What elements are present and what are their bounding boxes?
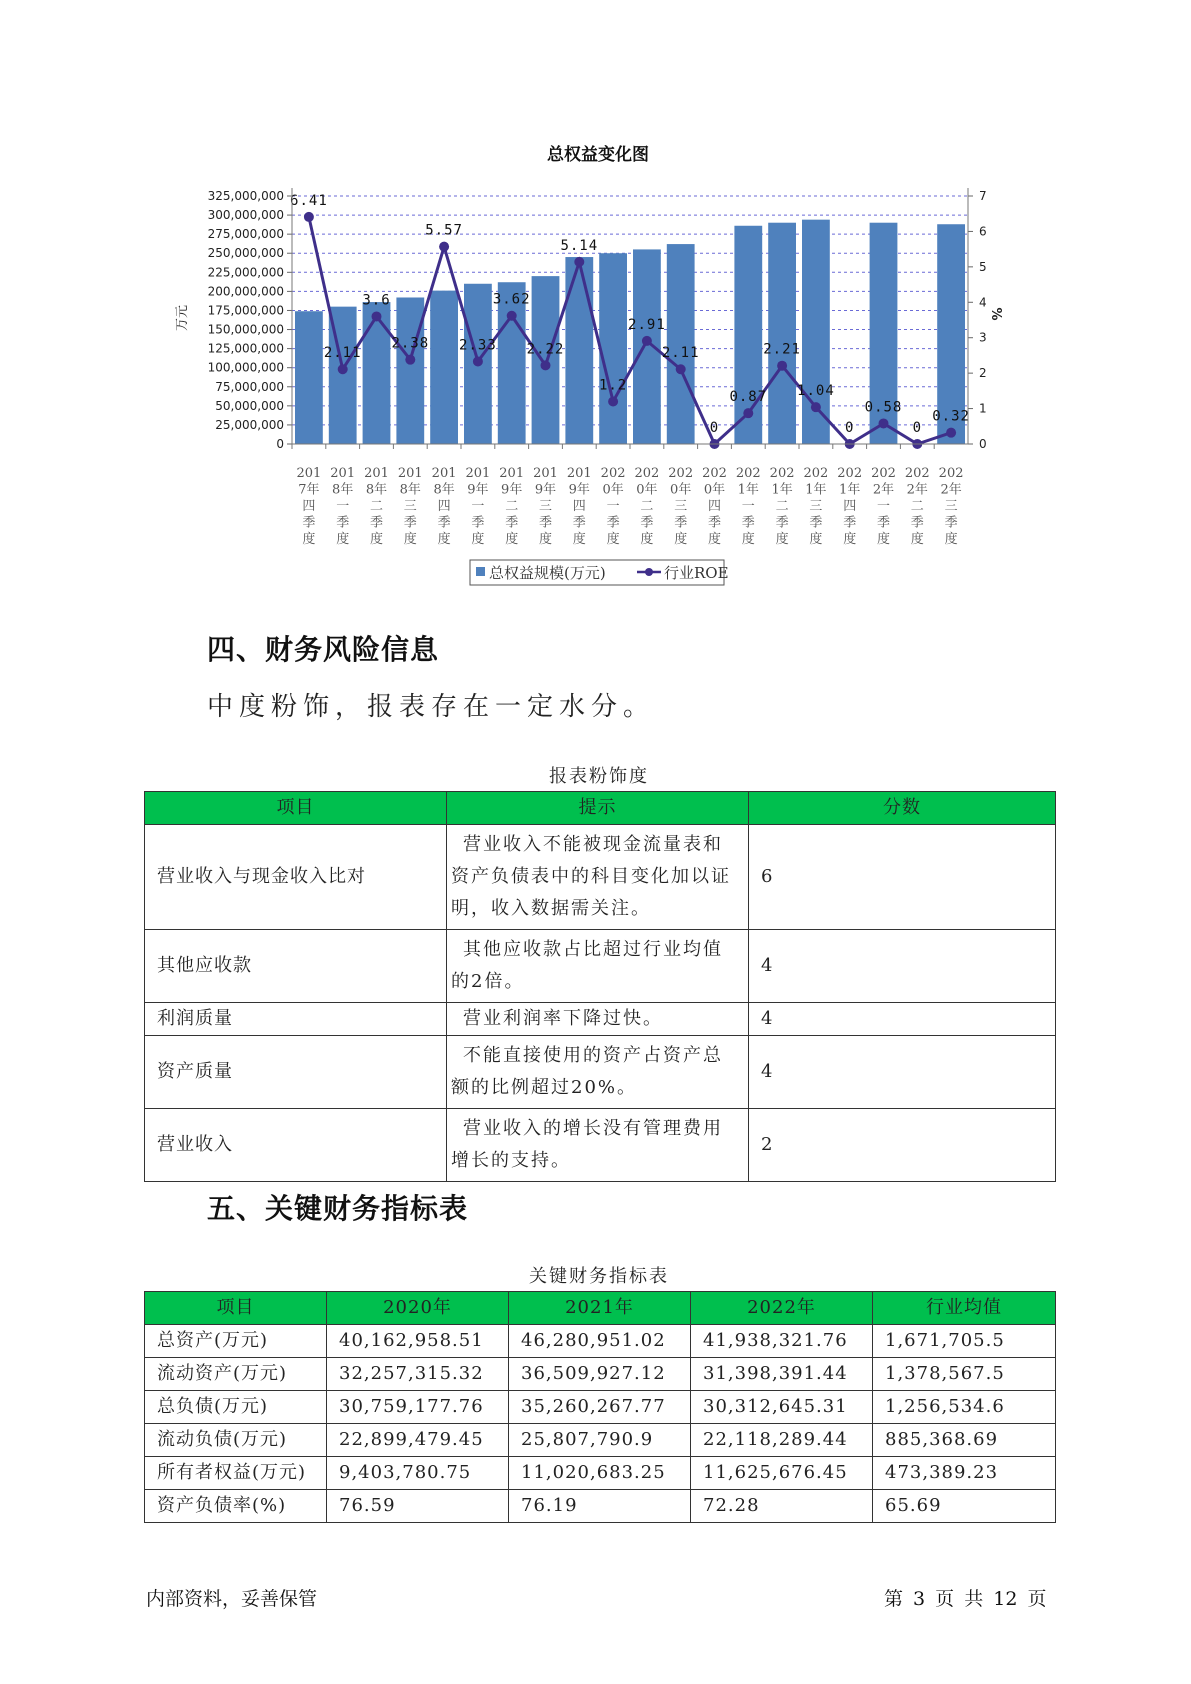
row-hint: 其他应收款占比超过行业均值的2倍。 (447, 930, 749, 1003)
x-tick-label: 二 (910, 499, 924, 514)
x-tick-label: 季 (336, 515, 350, 531)
x-tick-label: 四 (843, 499, 857, 514)
x-tick-label: 0年 (703, 482, 726, 498)
metric-value: 40,162,958.51 (327, 1325, 509, 1358)
line-series (290, 193, 970, 449)
equity-bar (768, 223, 796, 444)
x-tick-label: 8年 (433, 482, 455, 498)
table-row (145, 1490, 1056, 1523)
roe-data-label: 2.33 (459, 337, 497, 354)
roe-point (743, 408, 753, 418)
row-score: 2 (749, 1109, 1056, 1182)
x-tick-label: 三 (674, 499, 688, 514)
key-metrics-caption: 关键财务指标表 (529, 1266, 669, 1287)
x-tick-label: 度 (640, 532, 654, 547)
roe-data-label: 2.38 (391, 335, 430, 352)
x-tick-label: 季 (369, 515, 384, 531)
x-tick-label: 202 (938, 466, 964, 481)
roe-point (405, 355, 415, 365)
metric-value: 41,938,321.76 (691, 1325, 873, 1358)
table-row (145, 1036, 1056, 1109)
x-tick-label: 7年 (298, 482, 320, 498)
equity-bar (363, 302, 391, 444)
section4-heading: 四、财务风险信息 (207, 633, 440, 666)
x-tick-label: 度 (369, 532, 384, 547)
row-hint: 营业收入不能被现金流量表和资产负债表中的科目变化加以证明，收入数据需关注。 (447, 825, 749, 930)
roe-data-label: 0 (844, 420, 855, 436)
x-tick-label: 度 (606, 532, 620, 547)
row-score: 4 (749, 1003, 1056, 1036)
risk-summary: 中度粉饰，报表存在一定水分。 (207, 692, 656, 722)
roe-point (676, 364, 686, 374)
x-tick-label: 度 (437, 532, 451, 547)
roe-data-label: 1.2 (598, 377, 628, 394)
row-item: 营业收入与现金收入比对 (145, 825, 447, 930)
x-tick-label: 四 (302, 499, 316, 514)
right-axis-title: % (988, 307, 1003, 321)
metric-value: 35,260,267.77 (509, 1391, 691, 1424)
table-row (145, 1424, 1056, 1457)
x-tick-label: 2年 (906, 482, 928, 498)
roe-data-label: 0 (912, 420, 923, 436)
roe-point (473, 356, 483, 366)
roe-point (541, 360, 551, 370)
row-score: 6 (749, 825, 1056, 930)
right-tick-label: 3 (979, 330, 987, 345)
x-tick-label: 度 (944, 532, 958, 547)
x-tick-label: 二 (505, 499, 519, 514)
metric-value: 9,403,780.75 (327, 1457, 509, 1490)
roe-data-label: 0.32 (932, 408, 970, 425)
metric-value: 25,807,790.9 (509, 1424, 691, 1457)
x-tick-label: 202 (837, 466, 863, 481)
x-tick-label: 一 (876, 499, 891, 514)
column-header: 2021年 (509, 1292, 691, 1325)
left-tick-label: 125,000,000 (207, 341, 284, 356)
roe-data-label: 5.57 (425, 222, 463, 239)
metric-name: 总资产(万元) (145, 1325, 327, 1358)
x-tick-label: 8年 (365, 482, 388, 498)
x-tick-label: 201 (296, 466, 322, 481)
footer-page-number: 第 3 页 共 12 页 (884, 1588, 1047, 1610)
equity-bar (396, 297, 424, 444)
roe-point (372, 311, 382, 321)
column-header: 2022年 (691, 1292, 873, 1325)
metric-value: 30,759,177.76 (327, 1391, 509, 1424)
x-tick-label: 四 (437, 499, 451, 514)
x-tick-label: 度 (775, 532, 789, 547)
row-hint: 营业收入的增长没有管理费用增长的支持。 (447, 1109, 749, 1182)
column-header: 提示 (447, 792, 749, 825)
x-tick-label: 季 (707, 515, 722, 531)
left-tick-label: 225,000,000 (207, 265, 284, 280)
section5-heading: 五、关键财务指标表 (207, 1192, 469, 1225)
table-row (145, 1457, 1056, 1490)
left-tick-label: 275,000,000 (207, 227, 284, 242)
x-tick-label: 度 (910, 532, 924, 547)
roe-point (439, 242, 449, 252)
x-tick-label: 201 (330, 466, 356, 481)
x-tick-label: 202 (803, 466, 829, 481)
chart-legend (470, 560, 729, 585)
right-tick-label: 2 (979, 366, 987, 381)
roe-point (608, 396, 618, 406)
roe-point (304, 212, 314, 222)
roe-point (777, 361, 787, 371)
column-header: 2020年 (327, 1292, 509, 1325)
table-row (145, 1391, 1056, 1424)
x-tick-label: 202 (871, 466, 896, 481)
x-tick-label: 季 (876, 515, 891, 531)
x-tick-label: 一 (741, 499, 755, 514)
roe-point (642, 336, 652, 346)
x-tick-label: 1年 (805, 482, 827, 498)
roe-point (507, 311, 517, 321)
x-tick-label: 季 (809, 515, 823, 531)
metric-value: 1,378,567.5 (873, 1358, 1056, 1391)
x-tick-label: 季 (910, 515, 924, 531)
right-tick-label: 6 (979, 224, 987, 239)
row-score: 4 (749, 930, 1056, 1003)
chart-grid (292, 196, 968, 425)
whitewash-table-caption: 报表粉饰度 (549, 766, 649, 787)
table-header-row (145, 792, 1056, 825)
metric-value: 72.28 (691, 1490, 873, 1523)
equity-bar (532, 276, 560, 444)
table-row (145, 1109, 1056, 1182)
x-tick-label: 二 (640, 499, 654, 514)
x-tick-label: 季 (741, 515, 755, 531)
x-tick-label: 度 (572, 532, 586, 547)
x-tick-label: 季 (403, 515, 417, 531)
roe-data-label: 2.21 (763, 341, 801, 358)
left-tick-label: 250,000,000 (207, 246, 284, 261)
right-tick-label: 5 (979, 259, 987, 274)
chart-title: 总权益变化图 (547, 145, 649, 165)
metric-value: 473,389.23 (873, 1457, 1056, 1490)
roe-data-label: 6.41 (290, 192, 328, 209)
x-tick-label: 季 (538, 515, 553, 531)
x-tick-label: 季 (505, 515, 519, 531)
metric-value: 76.59 (327, 1490, 509, 1523)
x-tick-label: 一 (336, 499, 350, 514)
row-item: 营业收入 (145, 1109, 447, 1182)
x-tick-label: 度 (471, 532, 485, 547)
x-tick-label: 1年 (839, 482, 861, 498)
x-tick-label: 201 (364, 466, 389, 481)
x-tick-label: 二 (775, 499, 789, 514)
x-tick-label: 201 (397, 466, 423, 481)
metric-value: 1,256,534.6 (873, 1391, 1056, 1424)
left-tick-label: 25,000,000 (215, 417, 284, 432)
roe-data-label: 2.11 (323, 345, 362, 362)
equity-bar (599, 253, 627, 444)
x-tick-label: 202 (702, 466, 727, 481)
x-tick-label: 三 (809, 499, 823, 514)
x-tick-label: 9年 (568, 482, 590, 498)
metric-value: 22,899,479.45 (327, 1424, 509, 1457)
row-item: 资产质量 (145, 1036, 447, 1109)
x-tick-label: 季 (302, 515, 316, 531)
column-header: 分数 (749, 792, 1056, 825)
left-axis-title: 万元 (175, 304, 190, 332)
x-tick-label: 三 (944, 499, 958, 514)
x-tick-label: 201 (566, 466, 592, 481)
x-tick-label: 1年 (737, 482, 759, 498)
metric-name: 所有者权益(万元) (145, 1457, 327, 1490)
metric-value: 76.19 (509, 1490, 691, 1523)
metric-value: 11,020,683.25 (509, 1457, 691, 1490)
x-tick-label: 度 (707, 532, 722, 547)
metric-value: 11,625,676.45 (691, 1457, 873, 1490)
roe-data-label: 2.91 (628, 316, 666, 333)
roe-data-label: 0.87 (729, 389, 768, 406)
metric-value: 46,280,951.02 (509, 1325, 691, 1358)
table-row (145, 930, 1056, 1003)
x-tick-label: 季 (843, 515, 857, 531)
metric-name: 资产负债率(%) (145, 1490, 327, 1523)
x-tick-label: 度 (876, 532, 891, 547)
left-tick-label: 100,000,000 (207, 360, 284, 375)
table-row (145, 825, 1056, 930)
x-tick-label: 季 (674, 515, 688, 531)
x-tick-label: 8年 (332, 482, 354, 498)
left-tick-label: 0 (276, 437, 284, 451)
x-tick-label: 201 (499, 466, 525, 481)
roe-data-label: 2.11 (661, 345, 700, 362)
key-metrics-table (144, 1291, 1056, 1523)
x-tick-label: 202 (668, 466, 694, 481)
x-axis-labels (292, 444, 964, 547)
row-score: 4 (749, 1036, 1056, 1109)
legend-line-label: 行业ROE (664, 564, 729, 582)
left-tick-label: 175,000,000 (207, 303, 284, 318)
right-tick-label: 7 (979, 189, 987, 203)
roe-data-label: 0.58 (864, 399, 903, 416)
equity-bar (633, 249, 661, 444)
x-tick-label: 9年 (467, 482, 489, 498)
x-tick-label: 季 (640, 515, 654, 531)
metric-name: 总负债(万元) (145, 1391, 327, 1424)
x-tick-label: 度 (843, 532, 857, 547)
metric-value: 31,398,391.44 (691, 1358, 873, 1391)
x-tick-label: 季 (944, 515, 958, 531)
x-tick-label: 202 (735, 466, 761, 481)
legend-line-marker (645, 568, 653, 576)
x-tick-label: 三 (403, 499, 417, 514)
x-tick-label: 四 (707, 499, 722, 514)
x-tick-label: 季 (775, 515, 789, 531)
roe-data-label: 5.14 (560, 237, 599, 254)
equity-chart (0, 0, 1191, 600)
x-tick-label: 一 (606, 499, 620, 514)
whitewash-table (144, 791, 1056, 1182)
legend-bar-swatch (476, 567, 485, 576)
x-tick-label: 202 (769, 466, 795, 481)
roe-point (879, 418, 889, 428)
roe-data-label: 1.04 (797, 383, 835, 400)
table-row (145, 1358, 1056, 1391)
footer-confidential: 内部资料，妥善保管 (146, 1588, 318, 1610)
roe-data-label: 3.62 (492, 291, 531, 308)
x-tick-label: 三 (538, 499, 553, 514)
metric-value: 65.69 (873, 1490, 1056, 1523)
metric-value: 30,312,645.31 (691, 1391, 873, 1424)
roe-data-label: 3.6 (362, 292, 391, 309)
x-tick-label: 季 (437, 515, 451, 531)
left-tick-label: 200,000,000 (207, 284, 284, 299)
left-tick-label: 75,000,000 (215, 379, 284, 394)
x-tick-label: 202 (634, 466, 660, 481)
column-header: 行业均值 (873, 1292, 1056, 1325)
row-hint: 营业利润率下降过快。 (447, 1003, 749, 1036)
x-tick-label: 0年 (636, 482, 658, 498)
x-tick-label: 201 (431, 466, 457, 481)
x-tick-label: 201 (533, 466, 558, 481)
roe-data-label: 0 (709, 420, 720, 436)
x-tick-label: 0年 (602, 482, 624, 498)
left-tick-label: 300,000,000 (207, 208, 284, 223)
roe-point (946, 428, 956, 438)
metric-value: 36,509,927.12 (509, 1358, 691, 1391)
metric-value: 885,368.69 (873, 1424, 1056, 1457)
x-tick-label: 202 (904, 466, 930, 481)
x-tick-label: 二 (369, 499, 384, 514)
left-tick-label: 50,000,000 (215, 398, 284, 413)
metric-value: 1,671,705.5 (873, 1325, 1056, 1358)
left-tick-label: 325,000,000 (207, 189, 284, 203)
x-tick-label: 季 (471, 515, 485, 531)
legend-bar-label: 总权益规模(万元) (489, 564, 606, 582)
right-tick-label: 0 (979, 437, 987, 451)
row-hint: 不能直接使用的资产占资产总额的比例超过20%。 (447, 1036, 749, 1109)
table-header-row (145, 1292, 1056, 1325)
roe-point (811, 402, 821, 412)
roe-point (574, 257, 584, 267)
x-tick-label: 202 (600, 466, 626, 481)
metric-value: 22,118,289.44 (691, 1424, 873, 1457)
x-tick-label: 2年 (872, 482, 895, 498)
x-tick-label: 度 (336, 532, 350, 547)
x-tick-label: 度 (505, 532, 519, 547)
right-tick-label: 1 (979, 401, 987, 416)
left-tick-label: 150,000,000 (207, 322, 284, 337)
x-tick-label: 度 (741, 532, 755, 547)
x-tick-label: 度 (302, 532, 316, 547)
metric-name: 流动负债(万元) (145, 1424, 327, 1457)
x-tick-label: 季 (606, 515, 620, 531)
x-tick-label: 9年 (534, 482, 557, 498)
metric-name: 流动资产(万元) (145, 1358, 327, 1391)
column-header: 项目 (145, 792, 447, 825)
equity-bar (295, 311, 323, 444)
table-row (145, 1003, 1056, 1036)
x-tick-label: 度 (538, 532, 553, 547)
x-tick-label: 一 (471, 499, 485, 514)
metric-value: 32,257,315.32 (327, 1358, 509, 1391)
right-tick-label: 4 (979, 295, 987, 310)
x-tick-label: 季 (572, 515, 586, 531)
x-tick-label: 度 (809, 532, 823, 547)
row-item: 利润质量 (145, 1003, 447, 1036)
roe-data-label: 2.22 (526, 341, 565, 358)
x-tick-label: 度 (403, 532, 417, 547)
x-tick-label: 2年 (940, 482, 962, 498)
x-tick-label: 四 (572, 499, 586, 514)
x-tick-label: 8年 (399, 482, 421, 498)
roe-point (338, 364, 348, 374)
x-tick-label: 201 (465, 466, 491, 481)
equity-bar (565, 257, 593, 444)
x-tick-label: 9年 (501, 482, 523, 498)
column-header: 项目 (145, 1292, 327, 1325)
equity-bar (667, 244, 695, 444)
table-row (145, 1325, 1056, 1358)
equity-bar (430, 291, 458, 444)
row-item: 其他应收款 (145, 930, 447, 1003)
x-tick-label: 度 (674, 532, 688, 547)
x-tick-label: 0年 (670, 482, 692, 498)
x-tick-label: 1年 (771, 482, 793, 498)
